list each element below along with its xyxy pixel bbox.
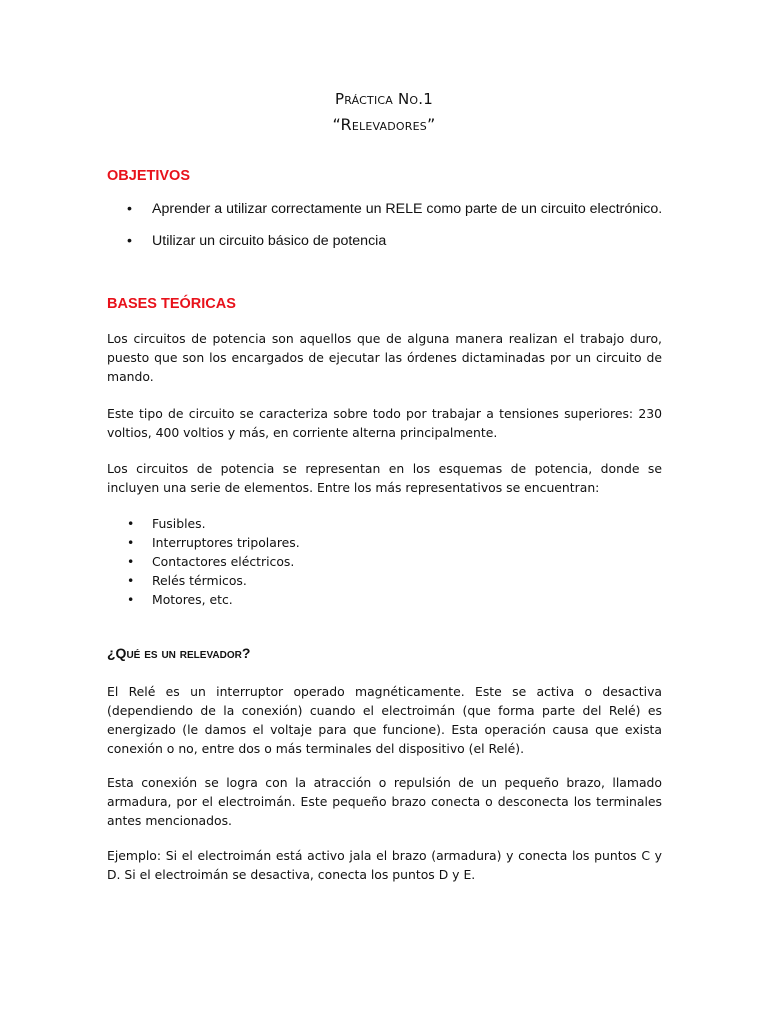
list-item bbox=[107, 571, 300, 590]
objetivos-heading: OBJETIVOS bbox=[107, 168, 190, 184]
paragraph: Esta conexión se logra con la atracción o repulsión de un pequeño brazo, llamado armadura, por el electroimán. Este pequeño brazo conecta o desconecta los terminales antes mencionados. bbox=[107, 775, 662, 828]
bases-heading: BASES TEÓRICAS bbox=[107, 296, 236, 312]
bullet-icon: • bbox=[127, 201, 132, 217]
paragraph: Ejemplo: Si el electroimán está activo jala el brazo (armadura) y conecta los puntos C y D. Si el electroimán se desactiva, conecta los puntos D y E. bbox=[107, 848, 662, 882]
relevador-question: ¿Qué es un relevador? bbox=[107, 645, 251, 661]
practice-subtitle: “Relevadores” bbox=[332, 115, 436, 134]
paragraph: Los circuitos de potencia son aquellos que de alguna manera realizan el trabajo duro, puesto que son los encargados de ejecutar las órdenes dictaminadas por un circuito de mando. bbox=[107, 331, 662, 384]
list-item bbox=[107, 233, 687, 265]
bullet-icon: • bbox=[127, 554, 135, 569]
paragraph: El Relé es un interruptor operado magnéticamente. Este se activa o desactiva (dependiendo de la conexión) cuando el electroimán (que forma parte del Relé) es energizado (le damos el voltaje para que funcione). Esta operación causa que exista conexión o no, entre dos o más terminales del dispositivo (el Relé). bbox=[107, 684, 662, 756]
element-text: Relés térmicos. bbox=[152, 573, 247, 588]
element-text: Motores, etc. bbox=[152, 592, 233, 607]
element-text: Contactores eléctricos. bbox=[152, 554, 295, 569]
list-item bbox=[107, 552, 300, 571]
element-text: Fusibles. bbox=[152, 516, 206, 531]
bullet-icon: • bbox=[127, 592, 135, 607]
objetivo-text: Aprender a utilizar correctamente un RELE como parte de un circuito electrónico. bbox=[152, 201, 663, 217]
elements-list bbox=[107, 514, 300, 609]
bullet-icon: • bbox=[127, 573, 135, 588]
list-item bbox=[107, 590, 300, 609]
list-item bbox=[107, 533, 300, 552]
list-item bbox=[107, 514, 300, 533]
paragraph: Los circuitos de potencia se representan en los esquemas de potencia, donde se incluyen una serie de elementos. Entre los más representativos se encuentran: bbox=[107, 461, 662, 495]
objetivo-text: Utilizar un circuito básico de potencia bbox=[152, 233, 387, 249]
practice-title: Práctica No.1 bbox=[335, 90, 433, 108]
element-text: Interruptores tripolares. bbox=[152, 535, 300, 550]
bullet-icon: • bbox=[127, 516, 135, 531]
bullet-icon: • bbox=[127, 535, 135, 550]
bullet-icon: • bbox=[127, 233, 132, 249]
paragraph: Este tipo de circuito se caracteriza sobre todo por trabajar a tensiones superiores: 230 voltios, 400 voltios y más, en corriente alterna principalmente. bbox=[107, 406, 662, 440]
list-item bbox=[107, 201, 687, 233]
objetivos-list bbox=[107, 201, 687, 265]
